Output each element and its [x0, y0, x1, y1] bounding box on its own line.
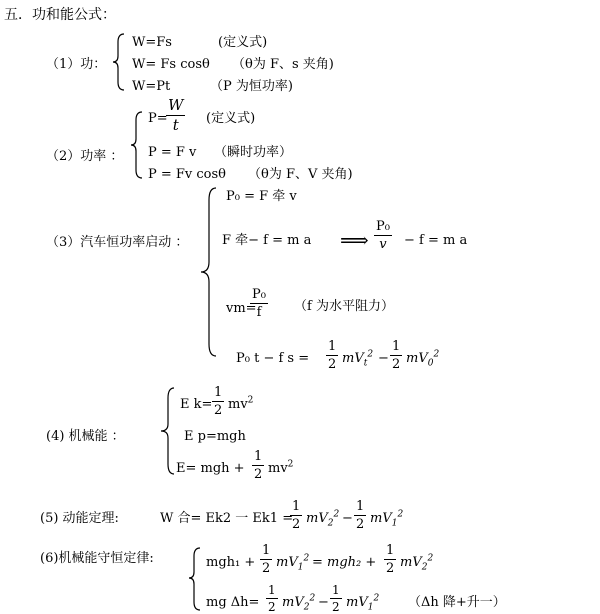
- conserve-half-1-denominator: 2: [262, 561, 271, 576]
- work-formula-3: W=Pt: [132, 79, 171, 94]
- conserve-half-1-numerator: 1: [262, 543, 271, 558]
- car-formula-4-term-2: $mV_0^2$: [406, 349, 440, 369]
- conserve-half-4: [330, 584, 342, 613]
- conserve-half-2-denominator: 2: [386, 561, 395, 576]
- power-note-3: （θ为 F、V 夹角): [248, 167, 353, 182]
- car-fraction-2-denominator: v: [379, 237, 387, 252]
- kinetic-term-2: $mV_1^2$: [370, 509, 404, 529]
- conserve-formula-2-minus: −: [318, 595, 329, 610]
- car-fraction-2: [374, 220, 392, 251]
- car-half-1-denominator: 2: [328, 357, 337, 372]
- kinetic-half-2-denominator: 2: [356, 517, 365, 532]
- mech-brace: [160, 386, 176, 476]
- car-formula-2-rest: − f = m a: [404, 233, 468, 248]
- mech-half-3-numerator: 1: [254, 449, 263, 464]
- car-formula-4-term-1: $mV_t^2$: [342, 349, 374, 369]
- car-fraction-2-numerator: P₀: [376, 219, 390, 234]
- kinetic-half-2-numerator: 1: [356, 499, 365, 514]
- kinetic-half-1-denominator: 2: [292, 517, 301, 532]
- power-note-2: （瞬时功率）: [214, 145, 293, 160]
- conserve-half-2-numerator: 1: [386, 543, 395, 558]
- conserve-formula-1-eq: = mgh₂ +: [312, 555, 377, 570]
- car-note-3: （f 为水平阻力）: [294, 299, 394, 314]
- mech-formula-3-prefix: E= mgh +: [176, 461, 245, 476]
- power-formula-3: P = Fv cosθ: [148, 167, 227, 182]
- kinetic-minus: −: [342, 511, 353, 526]
- kinetic-half-2: [354, 500, 366, 531]
- kinetic-half-1: [290, 500, 302, 531]
- work-note-3: （P 为恒功率): [210, 79, 293, 94]
- conserve-brace: [188, 546, 202, 612]
- conserve-half-4-numerator: 1: [332, 583, 340, 597]
- car-label: （3）汽车恒功率启动 ：: [46, 235, 189, 250]
- conserve-formula-2-b: $mV_1^2$: [346, 593, 380, 613]
- work-note-2: （θ为 F、s 夹角): [232, 57, 334, 72]
- car-half-1-numerator: 1: [328, 339, 337, 354]
- kinetic-half-1-numerator: 1: [292, 499, 301, 514]
- section-title: 五．功和能公式：: [4, 7, 116, 23]
- conserve-formula-1-b: $mV_1^2$: [276, 553, 310, 573]
- work-note-1: (定义式): [218, 35, 268, 50]
- car-formula-3-prefix: vm=: [226, 301, 257, 316]
- car-half-1: [326, 340, 338, 371]
- power-fraction-denominator: t: [172, 116, 179, 134]
- conserve-half-3-numerator: 1: [268, 583, 276, 597]
- car-fraction-3-numerator: P₀: [252, 287, 266, 302]
- car-formula-1: P₀ = F 牵 v: [226, 189, 297, 204]
- power-note-1: (定义式): [206, 111, 256, 126]
- mech-half-1-denominator: 2: [214, 403, 223, 418]
- power-fraction-numerator: W: [168, 96, 184, 114]
- kinetic-formula-prefix: W 合= Ek2 一 Ek1 =: [160, 511, 294, 526]
- car-fraction-3-denominator: f: [256, 305, 262, 320]
- implies-arrow-icon: ⟹: [340, 228, 369, 252]
- kinetic-term-1: $mV_2^2$: [306, 509, 340, 529]
- car-half-2-numerator: 1: [392, 339, 401, 354]
- conserve-formula-2-prefix: mg Δh=: [206, 595, 260, 610]
- conserve-note: （Δh 降+升一）: [408, 595, 506, 610]
- work-label: （1）功：: [46, 57, 107, 72]
- conserve-formula-1-c: $mV_2^2$: [400, 553, 434, 573]
- conserve-half-3-denominator: 2: [268, 600, 276, 614]
- mech-half-1-numerator: 1: [214, 385, 223, 400]
- car-half-2: [390, 340, 402, 371]
- power-brace: [130, 110, 144, 180]
- power-formula-2: P = F v: [148, 145, 197, 160]
- power-fraction: [166, 98, 185, 133]
- work-formula-2: W= Fs cosθ: [132, 57, 210, 72]
- mech-formula-1-prefix: E k=: [180, 397, 213, 412]
- mech-formula-2: E p=mgh: [184, 429, 246, 444]
- work-formula-1: W=Fs: [132, 35, 172, 50]
- car-formula-4-minus: −: [378, 351, 389, 366]
- car-fraction-3: [250, 288, 268, 319]
- mech-label: (4) 机械能 ：: [46, 429, 125, 444]
- power-formula-1-prefix: P=: [148, 111, 168, 126]
- car-half-2-denominator: 2: [392, 357, 401, 372]
- mech-half-3: [252, 450, 264, 481]
- mech-formula-3-rest: $mv^2$: [268, 459, 294, 476]
- conserve-half-4-denominator: 2: [332, 600, 340, 614]
- car-brace: [200, 186, 218, 358]
- conserve-label: (6)机械能守恒定律:: [40, 551, 154, 566]
- conserve-half-2: [384, 544, 396, 575]
- conserve-half-1: [260, 544, 272, 575]
- car-formula-4-prefix: P₀ t − f s =: [236, 351, 310, 366]
- conserve-formula-1-a: mgh₁ +: [206, 555, 256, 570]
- mech-formula-1-rest: $mv^2$: [228, 395, 254, 412]
- conserve-half-3: [266, 584, 278, 613]
- kinetic-label: (5) 动能定理:: [40, 511, 119, 526]
- mech-half-3-denominator: 2: [254, 467, 263, 482]
- work-brace: [112, 32, 126, 92]
- power-label: （2）功率 ：: [46, 149, 124, 164]
- mech-half-1: [212, 386, 224, 417]
- conserve-formula-2-a: $mV_2^2$: [282, 593, 316, 613]
- car-formula-2: F 牵− f = m a: [222, 233, 312, 248]
